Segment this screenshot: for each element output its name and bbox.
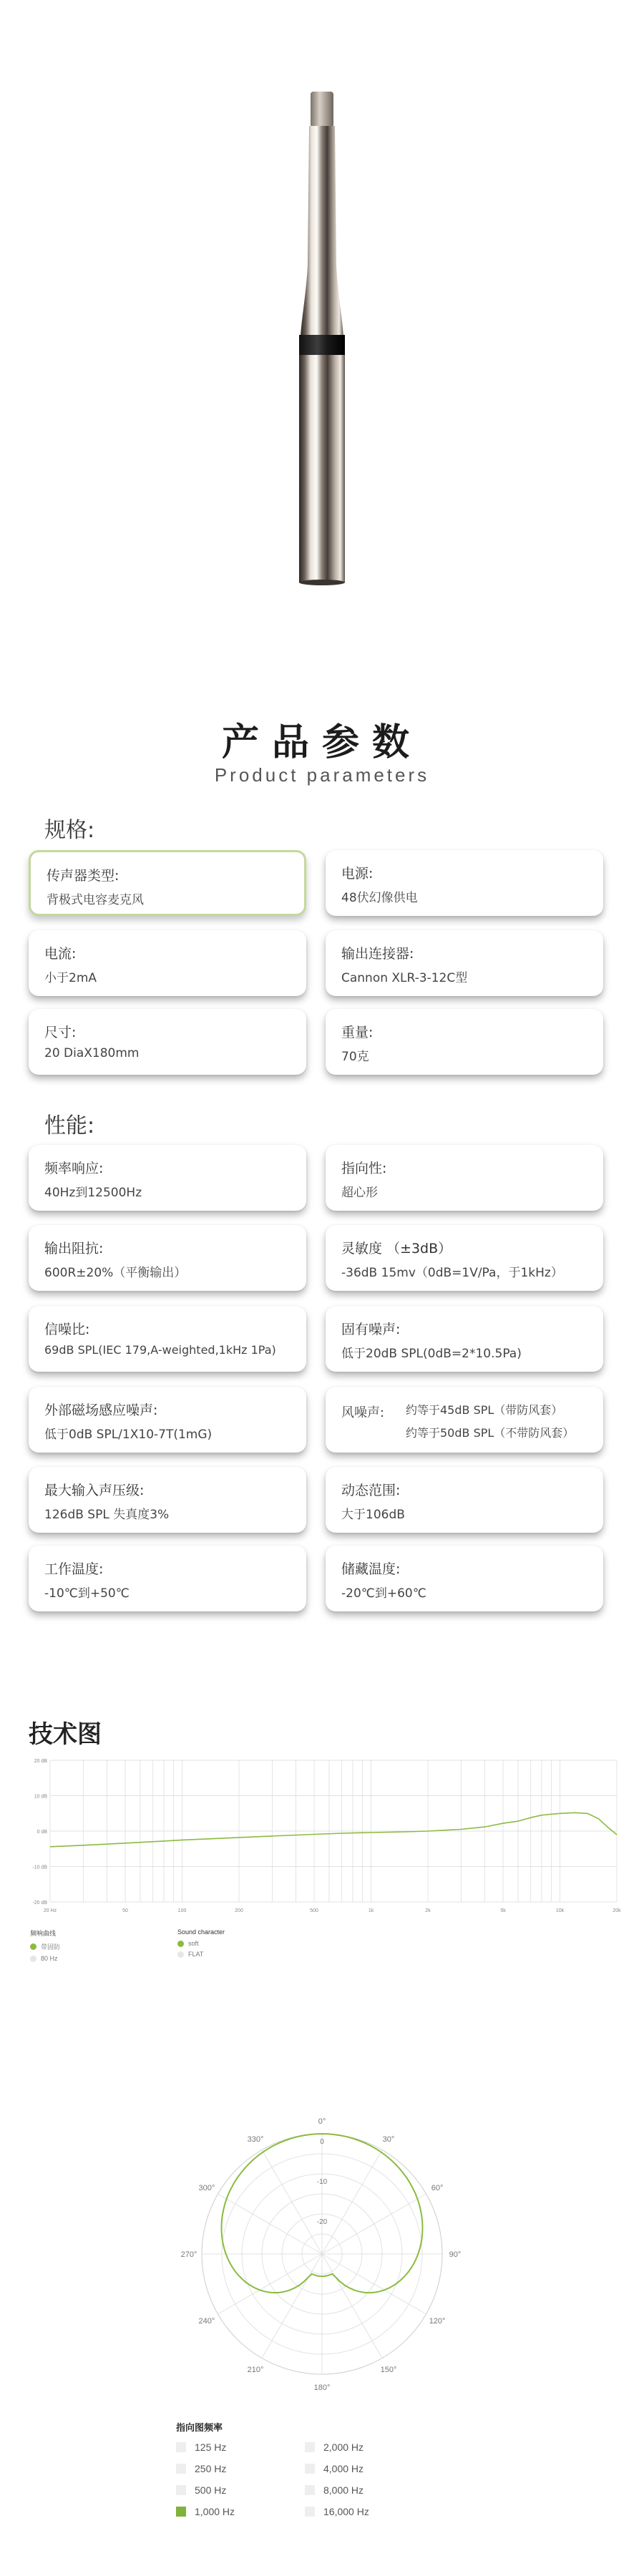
polar-frequency-option[interactable] [305, 2463, 364, 2474]
x-tick-label: 50 [122, 1908, 128, 1913]
angle-label: 240° [198, 2317, 215, 2326]
perf-key: 灵敏度 （±3dB） [341, 1241, 452, 1257]
spec-card [29, 850, 306, 916]
y-tick-label: -10 dB [32, 1865, 47, 1870]
perf-value: 超心形 [341, 1186, 378, 1200]
perf-key: 风噪声: [341, 1405, 385, 1420]
unchecked-box-icon [305, 2485, 315, 2495]
perf-value: 大于106dB [341, 1508, 405, 1522]
perf-key: 输出阻抗: [44, 1241, 104, 1257]
polar-legend-header: 指向图频率 [176, 2423, 223, 2434]
tech-title: 技术图 [29, 1720, 102, 1749]
product-hero [0, 0, 644, 687]
page-title: 产品参数 [221, 721, 422, 764]
perf-card [29, 1306, 306, 1372]
perf-card [29, 1387, 306, 1453]
spec-key: 传声器类型: [47, 868, 119, 884]
legend-header: Sound character [177, 1928, 225, 1936]
angle-label: 60° [431, 2184, 444, 2192]
x-tick-label: 20k [613, 1908, 621, 1913]
x-tick-label: 200 [235, 1908, 243, 1913]
polar-frequency-label: 1,000 Hz [195, 2506, 235, 2517]
x-tick-label: 20 Hz [43, 1908, 57, 1913]
spec-key: 重量: [341, 1025, 374, 1040]
polar-spoke [218, 2194, 322, 2254]
perf-value: -36dB 15mv（0dB=1V/Pa，于1kHz） [341, 1266, 563, 1280]
microphone-image [0, 0, 644, 687]
inactive-dot-icon [177, 1951, 184, 1958]
page-subtitle: Product parameters [214, 764, 430, 786]
perf-key: 信噪比: [44, 1322, 90, 1337]
spec-card [326, 1009, 603, 1075]
polar-spoke [322, 2194, 426, 2254]
legend-header: 频响曲线 [30, 1930, 57, 1937]
radial-label: -20 [316, 2218, 328, 2226]
unchecked-box-icon [176, 2464, 186, 2474]
angle-label: 90° [449, 2250, 462, 2259]
freq-legend-left [30, 1928, 60, 1966]
polar-frequency-option[interactable] [176, 2463, 226, 2474]
polar-frequency-label: 500 Hz [195, 2484, 227, 2496]
polar-frequency-option[interactable] [305, 2484, 364, 2496]
polar-frequency-label: 8,000 Hz [323, 2484, 364, 2496]
polar-frequency-label: 4,000 Hz [323, 2463, 364, 2474]
spec-card [326, 930, 603, 996]
polar-frequency-label: 2,000 Hz [323, 2441, 364, 2453]
polar-pattern-chart [161, 2100, 483, 2408]
angle-label: 0° [318, 2117, 326, 2126]
unchecked-box-icon [305, 2464, 315, 2474]
perf-card [326, 1225, 603, 1291]
frequency-response-chart [21, 1753, 623, 1918]
polar-frequency-option[interactable] [176, 2506, 235, 2517]
performance-heading: 性能: [44, 1113, 95, 1138]
polar-spoke [322, 2254, 426, 2314]
x-tick-label: 10k [555, 1908, 565, 1913]
perf-card [326, 1306, 603, 1372]
polar-frequency-option[interactable] [176, 2484, 226, 2496]
perf-value: 约等于45dB SPL（带防风套） [406, 1403, 563, 1417]
active-dot-icon [177, 1941, 184, 1947]
angle-label: 150° [380, 2366, 397, 2375]
perf-card [326, 1546, 603, 1611]
unchecked-box-icon [176, 2442, 186, 2452]
spec-card [326, 850, 603, 916]
perf-value: 69dB SPL(IEC 179,A-weighted,1kHz 1Pa) [44, 1343, 276, 1357]
x-tick-label: 5k [500, 1908, 506, 1913]
spec-value: 小于2mA [44, 971, 97, 985]
spec-value: 70克 [341, 1050, 369, 1064]
perf-value: 40Hz到12500Hz [44, 1186, 142, 1200]
legend-item[interactable] [177, 1951, 225, 1958]
perf-card [326, 1467, 603, 1533]
angle-label: 270° [180, 2250, 197, 2259]
perf-card [29, 1467, 306, 1533]
perf-value: 126dB SPL 失真度3% [44, 1508, 170, 1522]
spec-value: 背极式电容麦克风 [47, 893, 144, 907]
polar-frequency-label: 125 Hz [195, 2441, 227, 2453]
polar-spoke [262, 2254, 322, 2358]
x-tick-label: 500 [310, 1908, 318, 1913]
radial-label: 0 [320, 2138, 324, 2146]
perf-value: -10℃到+50℃ [44, 1586, 130, 1601]
y-tick-label: 0 dB [36, 1830, 47, 1835]
x-tick-label: 1k [368, 1908, 374, 1913]
legend-item[interactable] [30, 1955, 60, 1962]
y-tick-label: -20 dB [32, 1901, 47, 1906]
angle-label: 330° [247, 2135, 264, 2144]
perf-value: 约等于50dB SPL（不带防风套） [406, 1426, 575, 1440]
active-dot-icon [30, 1943, 36, 1950]
perf-key: 指向性: [341, 1161, 387, 1176]
x-tick-label: 2k [425, 1908, 431, 1913]
polar-frequency-option[interactable] [176, 2441, 226, 2453]
radial-label: -10 [316, 2178, 328, 2186]
legend-item[interactable] [177, 1940, 225, 1947]
perf-key: 固有噪声: [341, 1322, 401, 1337]
spec-value: 48伏幻像供电 [341, 891, 418, 905]
unchecked-box-icon [305, 2507, 315, 2517]
angle-label: 210° [247, 2366, 264, 2375]
spec-card [29, 930, 306, 996]
perf-key: 外部磁场感应噪声: [44, 1402, 158, 1418]
spec-card [29, 1009, 306, 1075]
spec-key: 电源: [341, 866, 374, 882]
legend-item[interactable] [30, 1942, 60, 1951]
perf-value: 低于0dB SPL/1X10-7T(1mG) [44, 1428, 213, 1442]
legend-label: FLAT [188, 1951, 204, 1958]
perf-value: 600R±20%（平衡输出） [44, 1266, 187, 1280]
spec-key: 输出连接器: [341, 946, 414, 962]
response-curve [50, 1813, 617, 1847]
perf-key: 频率响应: [44, 1161, 104, 1176]
checked-box-icon [176, 2507, 186, 2517]
wind-noise-card [326, 1387, 603, 1453]
polar-frequency-label: 250 Hz [195, 2463, 227, 2474]
spec-value: Cannon XLR-3-12C型 [341, 971, 468, 985]
angle-label: 180° [313, 2384, 331, 2392]
polar-spoke [322, 2150, 382, 2254]
polar-frequency-option[interactable] [305, 2506, 369, 2517]
perf-key: 工作温度: [44, 1561, 104, 1577]
x-tick-label: 100 [177, 1908, 187, 1913]
y-tick-label: 20 dB [34, 1759, 47, 1764]
y-tick-label: 10 dB [34, 1794, 47, 1800]
legend-label: 80 Hz [41, 1955, 58, 1962]
perf-card [326, 1145, 603, 1211]
perf-value: 低于20dB SPL(0dB=2*10.5Pa) [341, 1347, 522, 1361]
inactive-dot-icon [30, 1956, 36, 1962]
polar-spoke [262, 2150, 322, 2254]
unchecked-box-icon [176, 2485, 186, 2495]
polar-spoke [218, 2254, 322, 2314]
perf-value: -20℃到+60℃ [341, 1586, 426, 1601]
polar-frequency-label: 16,000 Hz [323, 2506, 369, 2517]
perf-card [29, 1546, 306, 1611]
specs-heading: 规格: [44, 818, 95, 843]
legend-label: soft [188, 1940, 199, 1947]
angle-label: 120° [429, 2317, 446, 2326]
legend-label: 带固防 [41, 1943, 61, 1951]
unchecked-box-icon [305, 2442, 315, 2452]
spec-key: 电流: [44, 946, 77, 962]
polar-spoke [322, 2254, 382, 2358]
polar-frequency-option[interactable] [305, 2441, 364, 2453]
angle-label: 30° [382, 2135, 395, 2144]
perf-key: 储藏温度: [341, 1561, 401, 1577]
angle-label: 300° [198, 2184, 215, 2192]
spec-key: 尺寸: [44, 1025, 77, 1040]
perf-card [29, 1145, 306, 1211]
spec-value: 20 DiaX180mm [44, 1046, 140, 1060]
perf-card [29, 1225, 306, 1291]
perf-key: 动态范围: [341, 1483, 401, 1498]
perf-key: 最大输入声压级: [44, 1483, 145, 1498]
freq-legend-right [177, 1928, 225, 1961]
